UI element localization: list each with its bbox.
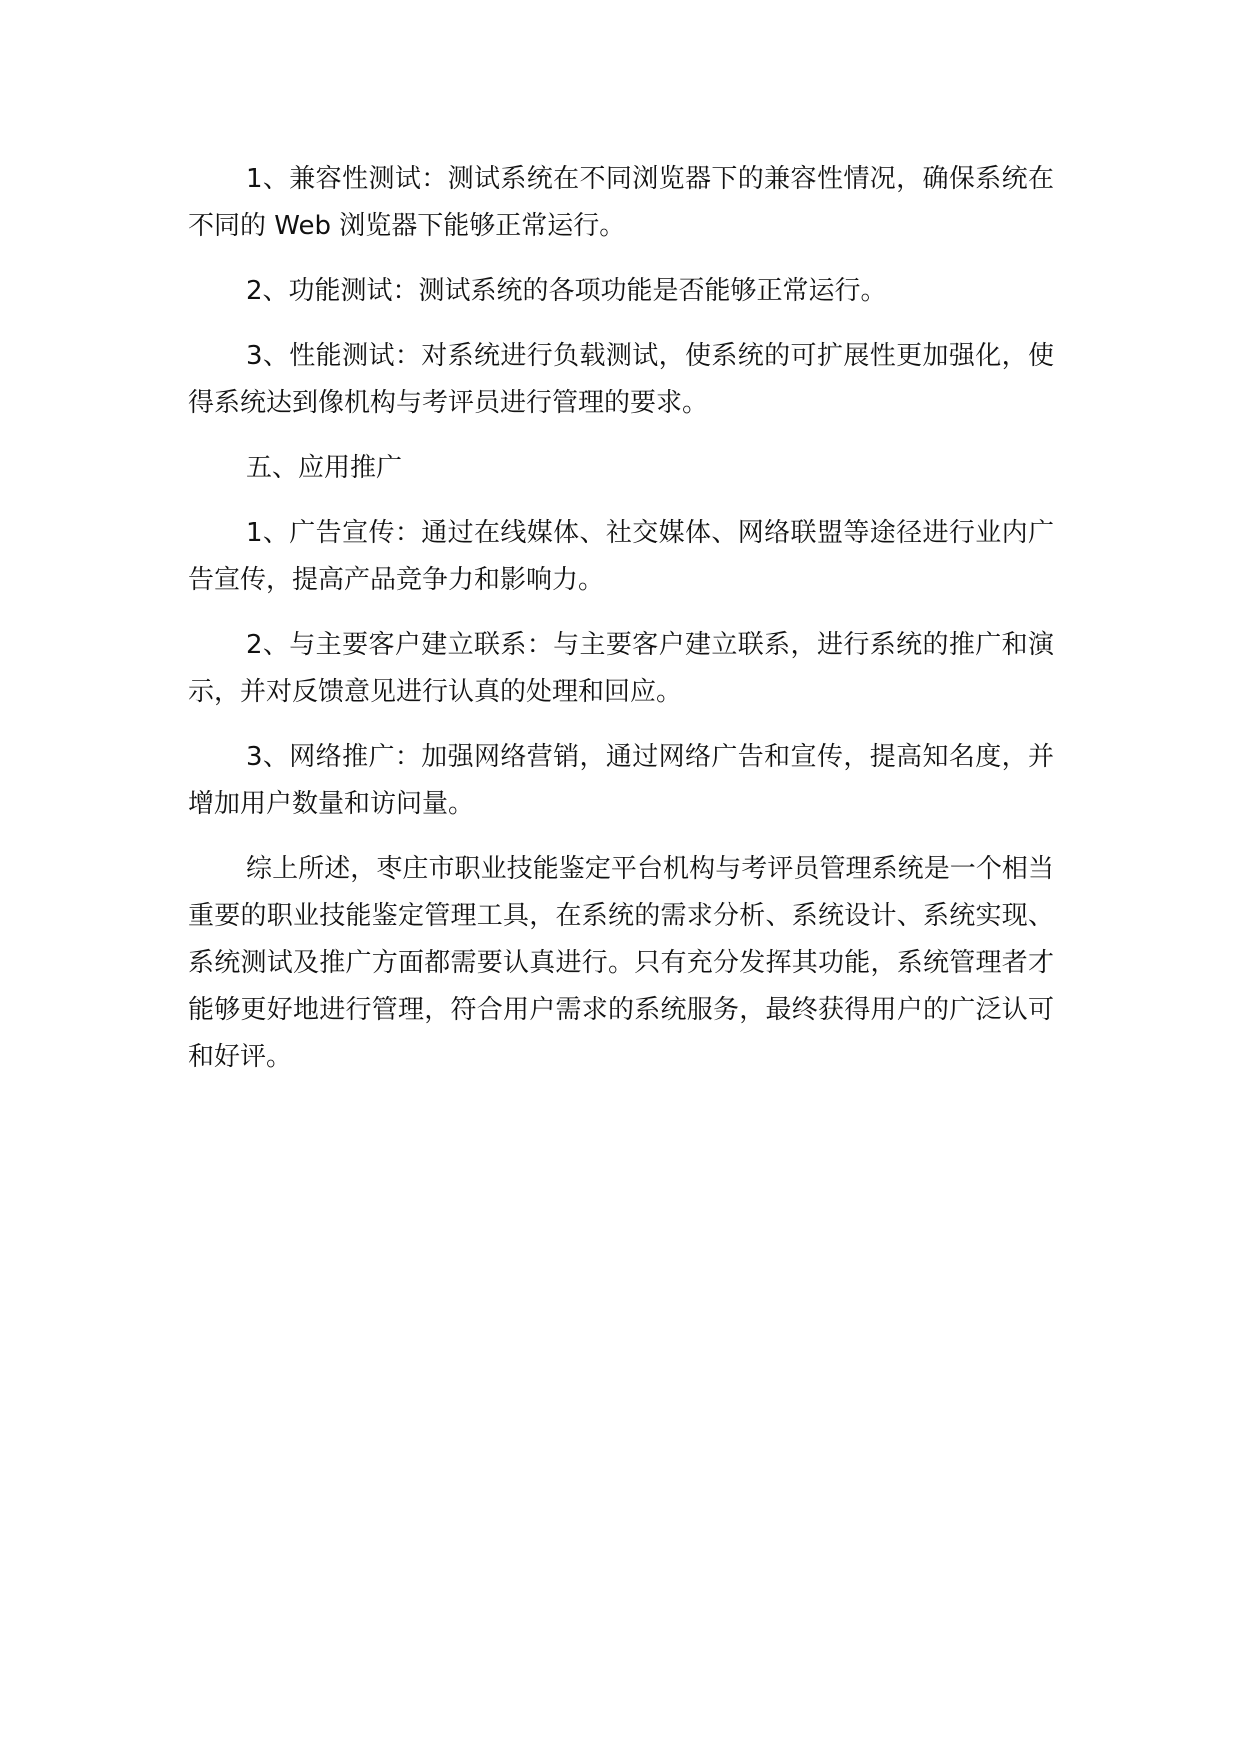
- paragraph-customer-contact: 2、与主要客户建立联系：与主要客户建立联系，进行系统的推广和演示，并对反馈意见进行认真的处理和回应。: [188, 630, 1054, 707]
- document-body: [188, 156, 1054, 1081]
- paragraph-advertising: 1、广告宣传：通过在线媒体、社交媒体、网络联盟等途径进行业内广告宣传，提高产品竞争力和影响力。: [188, 518, 1054, 595]
- paragraph-performance-test: 3、性能测试：对系统进行负载测试，使系统的可扩展性更加强化，使得系统达到像机构与考评员进行管理的要求。: [188, 341, 1054, 418]
- paragraph-function-test: 2、功能测试：测试系统的各项功能是否能够正常运行。: [246, 276, 887, 306]
- section-heading-application-promotion: 五、应用推广: [246, 453, 403, 483]
- paragraph-summary: 综上所述，枣庄市职业技能鉴定平台机构与考评员管理系统是一个相当重要的职业技能鉴定管理工具，在系统的需求分析、系统设计、系统实现、系统测试及推广方面都需要认真进行。只有充分发挥其功能，系统管理者才能够更好地进行管理，符合用户需求的系统服务，最终获得用户的广泛认可和好评。: [188, 854, 1054, 1072]
- paragraph-compatibility-test: 1、兼容性测试：测试系统在不同浏览器下的兼容性情况，确保系统在不同的 Web 浏览器下能够正常运行。: [188, 164, 1054, 241]
- paragraph-online-promotion: 3、网络推广：加强网络营销，通过网络广告和宣传，提高知名度，并增加用户数量和访问量。: [188, 742, 1054, 819]
